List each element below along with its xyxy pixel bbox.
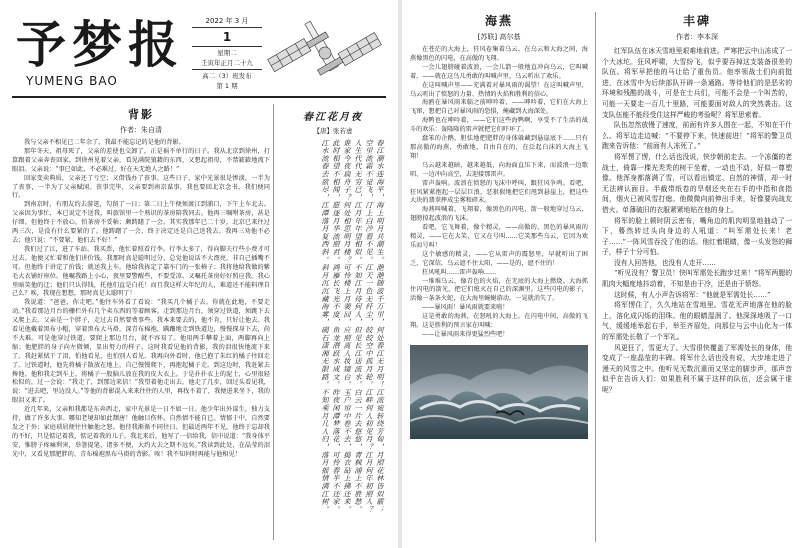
right-page [402, 0, 800, 548]
paragraph: 看吧，它飞舞着，像个精灵，——高傲的、黑色的暴风雨的精灵，——它在大笑，它又在号叫……它笑那些乌云，它因为欢乐而号叫！ [410, 224, 588, 249]
paragraph: 一会儿翅膀碰着波浪，一会儿箭一般地直冲向乌云，它叫喊着，——就在这鸟儿勇敢的叫喊声里，乌云听出了欢乐。 [410, 63, 588, 80]
paragraph: 红军队伍在冰天雪地里艰难地前进。严寒把云中山冻成了一个大冰坨。狂风呼啸，大雪纷飞，似乎要吞掉这支装备很差的队伍。将军早把他的马让给了重伤员。他率领战士们向前挺进，在冰雪中为后续部队开辟一条通路。等待他们的是恶劣的环境和残酷的战斗，可是在士兵们，可能不会是一个叫苦的，可能一天要走一百几十里路，可能要面对敌人的突然袭击。这支队伍能不能经受住这样严峻的考验呢？将军思索着。 [602, 47, 792, 119]
haiyan-title: 海燕 [484, 14, 513, 28]
paragraph: 这个敏感的精灵，——它从雷声的震怒里，早就听出了困乏，它深信，乌云遮不住太阳，——是的，遮不住的！ [410, 250, 588, 267]
poem-author: 【唐】张若虚 [313, 127, 353, 135]
beiying-title: 背影 [128, 108, 154, 121]
haiyan-author: [苏联] 高尔基 [477, 33, 521, 41]
issue-label: 第 1 期 [216, 82, 238, 90]
paragraph: 近几年来，父亲和我都是东奔西走，家中光景是一日不如一日。他少年出外谋生，独力支持，做了许多大事。哪知老境却如此颓唐！他触目伤怀，自然情不能自已。情郁于中，自然要发之于外；家庭琐屑便往往触他之怒。他待我渐渐不同往日。但最近两年不见，他终于忘却我的不好，只是惦记着我，惦记着我的儿子。我北来后，他写了一信给我，信中说道：“我身体平安，惟膀子疼痛利害，举箸提笔，诸多不便，大约大去之期不远矣。”我读到此处，在晶莹的泪光中，又看见那肥胖的、青布棉袍黑布马褂的背影。唉！我不知何时再能与他相见！ [12, 406, 270, 458]
paragraph: 海鸥在暴风雨来临之前呻吟着，——呻吟着，它们在大海上飞窜，想把自己对暴风雨的恐惧，掩藏到大海深处。 [410, 99, 588, 116]
paragraph: 海鸭也在呻吟着，——它们这些海鸭啊，享受不了生活的战斗的欢乐：轰隆隆的雷声就把它们吓坏了。 [410, 117, 588, 134]
masthead-title: 予梦报 [16, 15, 184, 74]
paragraph: 一堆堆乌云，像青色的火焰，在无底的大海上燃烧。大海抓住闪电的箭光，把它们熄灭在自己的深渊里。这些闪电的影子，活像一条条火蛇，在大海里蜿蜒游动，一晃就消失了。 [410, 277, 588, 303]
lunar-date: 壬寅年正月二十九 [201, 59, 253, 67]
paragraph: “听见没有？警卫员！快叫军需处长跑步过来！”将军两腮的肌肉大幅度地抖动着，不知是由于冷，还是由于愤怒。 [602, 269, 792, 289]
paragraph: 将军愣住了，久久地站在雪地里。雪花无声地落在他的脸上，溶化成闪烁的泪珠。他的眼睛湿润了。他深深地吸了一口气，缓缓地举起右手，举至齐眉处，向那位与云中山化为一体的军需处长敬了一个军礼。 [602, 301, 792, 342]
masthead-title-en: YUMENG BAO [26, 74, 118, 88]
haiyan-body [410, 46, 588, 340]
fengbei-author: 作者：李本深 [676, 33, 718, 41]
paragraph: 我说道：“爸爸，你走吧。”他往车外看了看说：“我买几个橘子去。你就在此地，不要走动。”我看那边月台的栅栏外有几个卖东西的等着顾客。走到那边月台，须穿过铁道，须跳下去又爬上去。父亲是一个胖子，走过去自然要费事些。我本来要去的，他不肯，只好让他去。我看见他戴着黑布小帽，穿着黑布大马褂，深青布棉袍，蹒跚地走到铁道边，慢慢探身下去，尚不大难。可是他穿过铁道，要爬上那边月台，就不容易了。他用两手攀着上面，两脚再向上缩；他肥胖的身子向左微倾，显出努力的样子。这时我看见他的背影，我的泪很快地流下来了。我赶紧拭干了泪，怕他看见，也怕别人看见。我再向外看时，他已抱了朱红的橘子往回走了。过铁道时，他先将橘子散放在地上，自己慢慢爬下，再抱起橘子走。到这边时，我赶紧去搀他。他和我走到车上，将橘子一股脑儿放在我的皮大衣上。于是扑扑衣上的泥土，心里很轻松似的，过一会说：“我走了，到那边来信！”我望着他走出去。他走了几步，回过头看见我，说：“进去吧，里边没人。”等他的背影混入来来往往的人里，再找不着了，我便进来坐下，我的眼泪又来了。 [12, 299, 270, 405]
paragraph: 我与父亲不相见已二年余了，我最不能忘记的是他的背影。 [24, 139, 185, 146]
paragraph: 雷声轰响。波浪在愤怒的飞沫中呼叫，跟狂风争鸣。看吧，狂风紧紧抱起一层层巨浪，恶狠狠地把它们甩到悬崖上，把这些大块的翡翠摔成尘雾和碎末。 [410, 179, 588, 205]
paragraph: 在苍茫的大海上，狂风卷集着乌云。在乌云和大海之间，海燕像黑色的闪电，在高傲的飞翔。 [410, 46, 588, 62]
paragraph: 将军的脸上顿时阴云密布，嘴角边的肌肉明显地抽动了一下，蓦然转过头向身边的人吼道：“叫军需处长来！老子……”一阵风雪吞没了他的话。他红着眼睛，像一头发怒的狮子，样子十分可怕。 [602, 216, 792, 257]
masthead-rule [12, 96, 386, 98]
info-divider [192, 69, 262, 70]
article-beiying [12, 104, 270, 540]
beiying-author: 作者：朱自清 [120, 126, 162, 134]
article-fengbei [602, 12, 792, 542]
paragraph: 将军愣了愣，什么话也没说，快步朝前走去。一个冻僵的老战士，倚靠一棵光秃秃的树干坐着，一动也不动，好似一尊塑像。他浑身都落满了雪，可以看出镇定、自然的神情，却一时无法辨认面目。半截带纸卷的旱烟还夹在右手的中指和食指间，烟火已被风雪打熄。他微微向前伸出手来，好像要向战友借火。单薄破旧的衣服紧紧地贴在他的身上。 [602, 152, 792, 214]
fengbei-body [602, 46, 792, 396]
paragraph: 风更狂了，雪更大了。大雪很快覆盖了军需处长的身体，他变成了一座晶莹的丰碑。将军什么话也没有说，大步地走进了漫天的风雪之中。他听见无数沉重而又坚定的脚步声，那声音似乎在告诉人们：如果胜利不属于这样的队伍，还会属于谁呢？ [602, 343, 792, 394]
info-divider [192, 27, 262, 28]
masthead [12, 8, 272, 90]
beiying-body [12, 139, 270, 460]
weekday: 星期二 [217, 49, 237, 57]
paragraph: 这是勇敢的海燕，在怒吼的大海上，在闪电中间，高傲的飞翔。这是胜利的预言家在叫喊： [410, 313, 588, 330]
space-station-icon [262, 8, 388, 98]
poem-section [278, 104, 388, 540]
issue-number-big: 1 [222, 30, 232, 44]
paragraph: 在这叫喊声里——充满着对暴风雨的渴望！在这叫喊声里，乌云听出了愤怒的力量、热情的火焰和胜利的信心。 [410, 81, 588, 98]
paragraph: 到南京时，有朋友约去游逛，勾留了一日；第二日上午便须渡江到浦口，下午上车北去。父亲因为事忙，本已说定不送我，叫旅馆里一个熟识的茶房陪我同去。他再三嘱咐茶房，甚是仔细。但他终于不放心，怕茶房不妥帖；颇踌躇了一会。其实我那年已二十岁，北京已来往过两三次，是没有什么要紧的了。他踌躇了一会，终于决定还是自己送我去。我再三劝他不必去；他只说：“不要紧，他们去不好！” [12, 201, 270, 244]
paragraph: ——让暴风雨来得更猛烈些吧！ [422, 331, 509, 338]
issue-date: 2022 年 3 月 [205, 17, 249, 25]
info-divider [192, 46, 262, 47]
paragraph: 乌云越来越暗，越来越低，向海面直压下来，而波浪一边歌唱，一边冲向高空，去迎接那雷声。 [410, 161, 588, 178]
paragraph: 蠢笨的企鹅，胆怯地把肥胖的身体躲藏到悬崖底下……只有那高傲的海燕，勇敢地，自由自在的，在泛起白沫的大海上飞翔！ [410, 135, 588, 160]
issue-info [192, 16, 262, 91]
paragraph: ——暴风雨！暴风雨就要来啦！ [422, 304, 509, 312]
paragraph: 队伍忽然放慢了速度，前面有许多人围在一起，不知在干什么。将军边走边喊：“不要停下来，快速前进！”将军的警卫员跑来告诉他：“前面有人冻死了。” [602, 121, 792, 151]
poem-text: 春江潮水连海平，海上明月共潮生。滟滟随波千万里，何处春江无月明！江流宛转绕芳甸，月照花林皆似霰；空里流霜不觉飞，汀上白沙看不见。江天一色无纤尘，皎皎空中孤月轮。江畔何人初见月？江月何年初照人？人生代代无穷已，江月年年望相似。不知江月待何人，但见长江送流水。白云一片去悠悠，青枫浦上不胜愁。谁家今夜扁舟子？何处相思明月楼？可怜楼上月裴回，应照离人妆镜台。玉户帘中卷不去，捣衣砧上拂还来。此时相望不相闻，愿逐月华流照君。鸿雁长飞光不度，鱼龙潜跃水成文。昨夜闲潭梦落花，可怜春半不还家。江水流春去欲尽，江潭落月复西斜。斜月沉沉藏海雾，碣石潇湘无限路。不知乘月几人归，落月摇情满江树。 [321, 139, 385, 514]
paragraph: 狂风吼叫……雷声轰响…… [422, 268, 497, 276]
paragraph: 没有人回答他，也没有人走开…… [614, 258, 716, 267]
paragraph: 海燕叫喊着，飞翔着，像黑色的闪电，箭一般地穿过乌云，翅膀掠起波浪的飞沫。 [410, 206, 588, 223]
publisher-class: 高二（3）班发布 [202, 72, 252, 80]
paragraph: 我们过了江，进了车站。我买票，他忙着照看行李。行李太多了，得向脚夫行些小费才可过去。他便又忙着和他们讲价钱。我那时真是聪明过分，总觉他说话不大漂亮，非自己插嘴不可。但他终于讲定了价钱；就送我上车。他给我拣定了靠车门的一张椅子；我将他给我做的紫毛大衣铺好座位。他嘱我路上小心，夜里要警醒些，不要受凉。又嘱托茶房好好照应我。我心里暗笑他的迂；他们只认得钱，托他们直是白托！而且我这样大年纪的人，难道还不能料理自己么？唉，我现在想想，那时真是太聪明了！ [12, 245, 270, 298]
article-haiyan [410, 12, 588, 542]
column-divider [273, 104, 274, 540]
paragraph: 这时候，有人小声告诉将军：“他就是军需处长……” [614, 290, 771, 299]
stormy-sea-image [410, 345, 588, 439]
paragraph: 回家变卖典质，父亲还了亏空；又借钱办了丧事。这些日子，家中光景很是惨淡，一半为了丧事，一半为了父亲赋闲。丧事完毕，父亲要到南京谋事，我也要回北京念书，我们便同行。 [12, 174, 270, 200]
fengbei-title: 丰碑 [682, 14, 711, 28]
paragraph: 那年冬天，祖母死了，父亲的差使也交卸了，正是祸不单行的日子。我从北京到徐州，打算跟着父亲奔丧回家。到徐州见着父亲，看见满院狼藉的东西，又想起祖母，不禁簌簌地流下眼泪。父亲说：“事已如此，不必难过，好在天无绝人之路！” [12, 147, 270, 173]
left-page [0, 0, 398, 548]
column-divider [595, 12, 596, 542]
poem-title: 春江花月夜 [303, 112, 363, 123]
